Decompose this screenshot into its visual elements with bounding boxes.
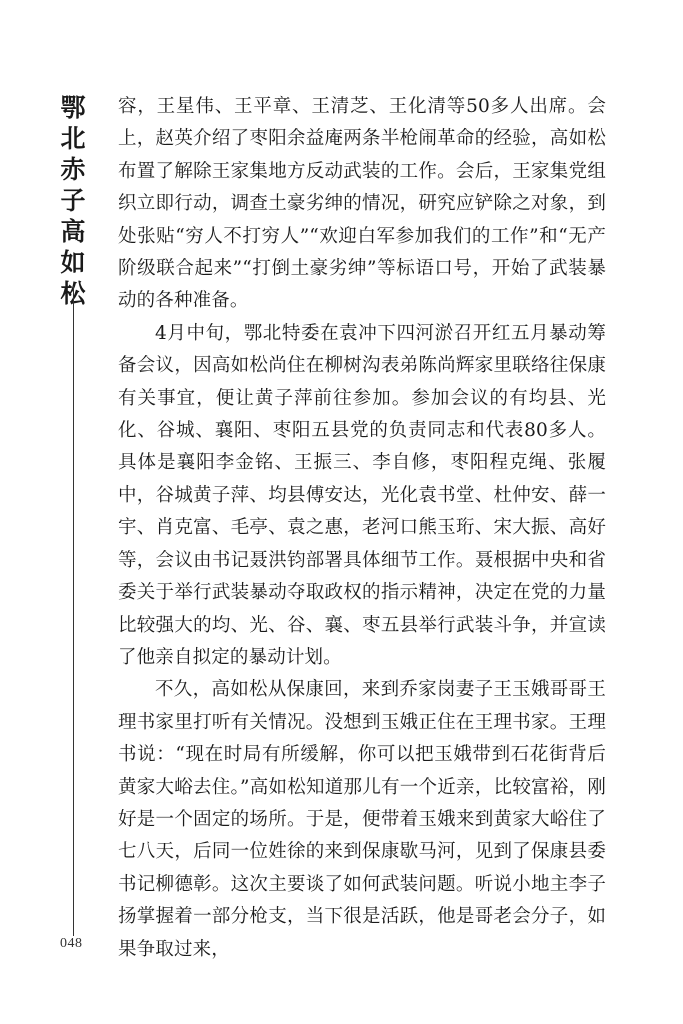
paragraph-3: 不久，高如松从保康回，来到乔家岗妻子王玉娥哥哥王理书家里打听有关情况。没想到玉娥正住在王理书家。王理书说：“现在时局有所缓解，你可以把玉娥带到石花街背后黄家大峪去住。”高如松知道那儿有一个近亲，比较富裕，刚好是一个固定的场所。于是，便带着玉娥来到黄家大峪住了七八天，后同一位姓徐的来到保康歇马河，见到了保康县委书记柳德彰。这次主要谈了如何武装问题。听说小地主李子扬掌握着一部分枪支，当下很是活跃，他是哥老会分子，如果争取过来， [118,679,606,960]
running-title: 鄂北赤子高如松 [60,93,86,308]
page-body [118,91,606,966]
side-divider-line [73,286,74,936]
paragraph-2: 4月中旬，鄂北特委在袁冲下四河淤召开红五月暴动筹备会议，因高如松尚住在柳树沟表弟陈尚辉家里联络往保康有关事宜，便让黄子萍前往参加。参加会议的有均县、光化、谷城、襄阳、枣阳五县党的负责同志和代表80多人。具体是襄阳李金铭、王振三、李自修，枣阳程克绳、张履中，谷城黄子萍、均县傅安达，光化袁书堂、杜仲安、薛一宇、肖克富、毛亭、袁之惠，老河口熊玉珩、宋大振、高好等，会议由书记聂洪钧部署具体细节工作。聂根据中央和省委关于举行武装暴动夺取政权的指示精神，决定在党的力量比较强大的均、光、谷、襄、枣五县举行武装斗争，并宣读了他亲自拟定的暴动计划。 [118,322,606,668]
page-number: 048 [60,936,83,951]
paragraph-1: 容，王星伟、王平章、王清芝、王化清等50多人出席。会上，赵英介绍了枣阳余益庵两条半枪闹革命的经验，高如松布置了解除王家集地方反动武装的工作。会后，王家集党组织立即行动，调查土豪劣绅的情况，研究应铲除之对象，到处张贴“穷人不打穷人”“欢迎白军参加我们的工作”和“无产阶级联合起来”“打倒土豪劣绅”等标语口号，开始了武装暴动的各种准备。 [118,96,606,312]
